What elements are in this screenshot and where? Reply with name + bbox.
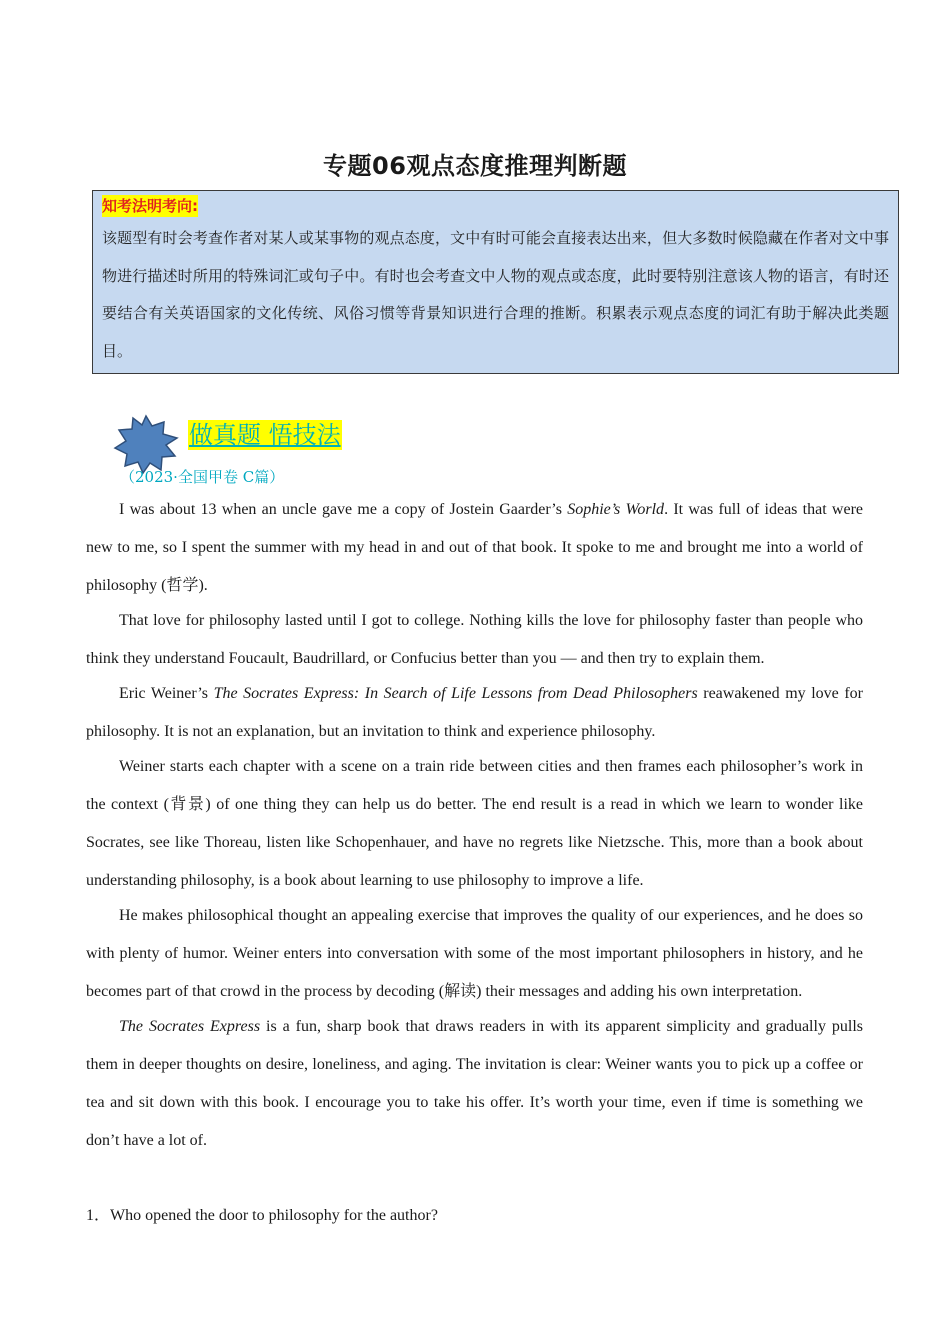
reading-passage — [86, 491, 863, 1157]
method-tip-box — [92, 190, 899, 374]
paragraph-1: I was about 13 when an uncle gave me a copy of Jostein Gaarder’s Sophie’s World. It was full of ideas that were new to me, so I spent the summer with my head in and out of that book. It spoke to me and brought me into a world of philosophy (哲学). — [86, 501, 863, 594]
tip-text: 该题型有时会考查作者对某人或某事物的观点态度，文中有时可能会直接表达出来，但大多数时候隐藏在作者对文中事物进行描述时所用的特殊词汇或句子中。有时也会考查文中人物的观点或态度，此时要特别注意该人物的语言，有时还要结合有关英语国家的文化传统、风俗习惯等背景知识进行合理的推断。积累表示观点态度的词汇有助于解决此类题目。 — [102, 229, 889, 360]
tip-label: 知考法明考向: — [102, 197, 198, 215]
paragraph-2: That love for philosophy lasted until I got to college. Nothing kills the love for philosophy faster than people who think they understand Foucault, Baudrillard, or Confucius better than you — and then try to explain them. — [86, 612, 863, 667]
exam-source: （2023·全国甲卷 C篇） — [120, 468, 285, 486]
question-1: 1．Who opened the door to philosophy for the author? — [86, 1207, 438, 1224]
star-badge-icon — [111, 414, 181, 474]
paragraph-4: Weiner starts each chapter with a scene on a train ride between cities and then frames each philosopher’s work in the context (背景) of one thing they can help us do better. The end result is a read in which we learn to wonder like Socrates, see like Thoreau, listen like Schopenhauer, and have no regrets like Nietzsche. This, more than a book about understanding philosophy, is a book about learning to use philosophy to improve a life. — [86, 758, 863, 889]
paragraph-3: Eric Weiner’s The Socrates Express: In Search of Life Lessons from Dead Philosophers reawakened my love for philosophy. It is not an explanation, but an invitation to think and experience philosophy. — [86, 685, 863, 740]
section-heading: 做真题 悟技法 — [189, 421, 341, 449]
paragraph-6: The Socrates Express is a fun, sharp book that draws readers in with its apparent simplicity and gradually pulls them in deeper thoughts on desire, loneliness, and aging. The invitation is clear: Weiner wants you to pick up a coffee or tea and sit down with this book. I encourage you to take his offer. It’s worth your time, even if time is something we don’t have a lot of. — [86, 1018, 864, 1149]
paragraph-5: He makes philosophical thought an appealing exercise that improves the quality of our experiences, and he does so with plenty of humor. Weiner enters into conversation with some of the most important philosophers in history, and he becomes part of that crowd in the process by decoding (解读) their messages and adding his own interpretation. — [86, 907, 863, 1000]
page-title: 专题06观点态度推理判断题 — [323, 152, 627, 180]
